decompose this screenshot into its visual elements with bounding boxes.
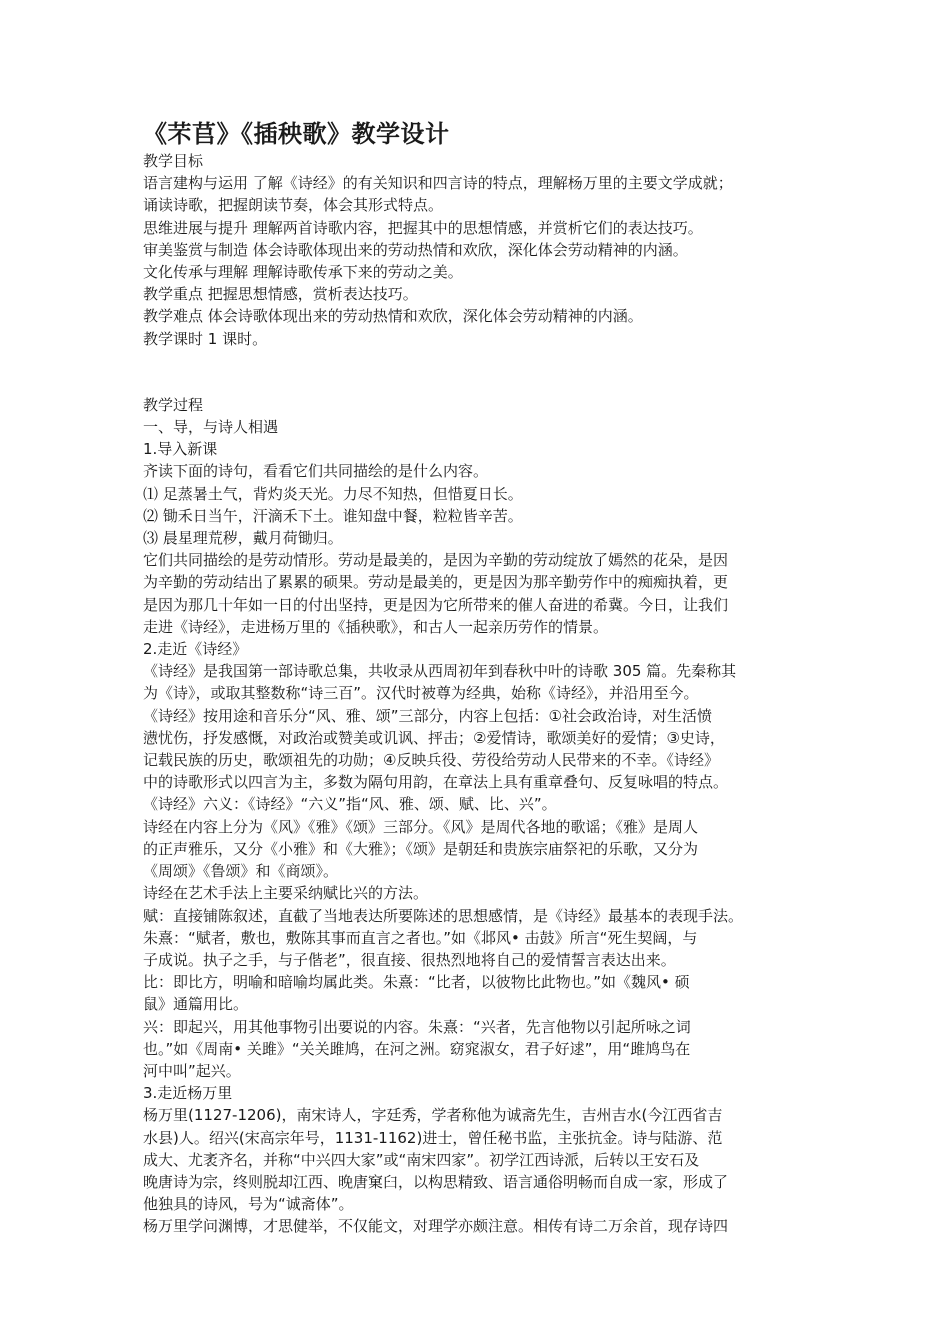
- objectives-section: [143, 150, 811, 350]
- text-line: 为辛勤的劳动结出了累累的硕果。劳动是最美的，更是因为那辛勤劳作中的痴痴执着，更: [143, 573, 729, 592]
- text-line: 懑忧伤，抒发感慨，对政治或赞美或讥讽、抨击；②爱情诗，歌颂美好的爱情；③史诗，: [143, 728, 725, 747]
- text-line: 审美鉴赏与制造 体会诗歌体现出来的劳动热情和欢欣，深化体会劳动精神的内涵。: [143, 240, 688, 259]
- section-spacer: [143, 350, 811, 394]
- text-line: 赋：直接铺陈叙述，直截了当地表达所要陈述的思想感情，是《诗经》最基本的表现手法。: [143, 906, 744, 925]
- text-line: 也。”如《周南• 关雎》“关关雎鸠，在河之洲。窈窕淑女，君子好逑”，用“雎鸠鸟在: [143, 1039, 691, 1058]
- document-title: 《芣苢》《插秧歌》教学设计: [143, 120, 450, 148]
- text-line: 杨万里(1127-1206)，南宋诗人，字廷秀，学者称他为诚斋先生，吉州吉水(今江西省吉: [143, 1106, 723, 1125]
- text-line: 的正声雅乐，又分《小雅》和《大雅》；《颂》是朝廷和贵族宗庙祭祀的乐歌，又分为: [143, 839, 699, 858]
- text-line: 它们共同描绘的是劳动情形。劳动是最美的，是因为辛勤的劳动绽放了嫣然的花朵，是因: [143, 551, 729, 570]
- text-line: 3.走近杨万里: [143, 1084, 233, 1103]
- text-line: 思维进展与提升 理解两首诗歌内容，把握其中的思想情感，并赏析它们的表达技巧。: [143, 218, 703, 237]
- text-line: 1.导入新课: [143, 440, 218, 459]
- text-line: 一、导，与诗人相遇: [143, 418, 279, 437]
- text-line: 《诗经》按用途和音乐分“风、雅、颂”三部分，内容上包括：①社会政治诗，对生活愤: [143, 706, 712, 725]
- text-line: 教学难点 体会诗歌体现出来的劳动热情和欢欣，深化体会劳动精神的内涵。: [143, 307, 643, 326]
- text-line: 他独具的诗风，号为“诚斋体”。: [143, 1195, 354, 1214]
- text-line: 诵读诗歌，把握朗读节奏，体会其形式特点。: [143, 196, 444, 215]
- text-line: 兴：即起兴，用其他事物引出要说的内容。朱熹：“兴者，先言他物以引起所咏之词: [143, 1017, 691, 1036]
- text-line: 成大、尤袤齐名，并称“中兴四大家”或“南宋四家”。初学江西诗派，后转以王安石及: [143, 1150, 700, 1169]
- text-line: 走进《诗经》，走进杨万里的《插秧歌》，和古人一起亲历劳作的情景。: [143, 617, 609, 636]
- text-line: ⑶ 晨星理荒秽，戴月荷锄归。: [143, 529, 343, 548]
- text-line: 文化传承与理解 理解诗歌传承下来的劳动之美。: [143, 263, 463, 282]
- text-line: 晚唐诗为宗，终则脱却江西、晚唐窠臼，以构思精致、语言通俗明畅而自成一家，形成了: [143, 1172, 729, 1191]
- text-line: 朱熹：“赋者，敷也，敷陈其事而直言之者也。”如《邶风• 击鼓》所言“死生契阔，与: [143, 928, 698, 947]
- text-line: 诗经在艺术手法上主要采纳赋比兴的方法。: [143, 884, 429, 903]
- text-line: 教学重点 把握思想情感，赏析表达技巧。: [143, 285, 418, 304]
- text-line: 中的诗歌形式以四言为主，多数为隔句用韵，在章法上具有重章叠句、反复咏唱的特点。: [143, 773, 729, 792]
- text-line: ⑴ 足蒸暑土气，背灼炎天光。力尽不知热，但惜夏日长。: [143, 484, 523, 503]
- text-line: ⑵ 锄禾日当午，汗滴禾下土。谁知盘中餐，粒粒皆辛苦。: [143, 506, 523, 525]
- document-page: [143, 118, 811, 1238]
- text-line: 比：即比方，明喻和暗喻均属此类。朱熹：“比者，以彼物比此物也。”如《魏风• 硕: [143, 973, 690, 992]
- text-line: 河中叫”起兴。: [143, 1061, 241, 1080]
- text-line: 《诗经》是我国第一部诗歌总集，共收录从西周初年到春秋中叶的诗歌 305 篇。先秦称其: [143, 662, 737, 681]
- text-line: 子成说。执子之手，与子偕老”，很直接、很热烈地将自己的爱情誓言表达出来。: [143, 950, 676, 969]
- text-line: 2.走近《诗经》: [143, 640, 248, 659]
- text-line: 《诗经》六义：《诗经》“六义”指“风、雅、颂、赋、比、兴”。: [143, 795, 557, 814]
- text-line: 杨万里学问渊博，才思健举，不仅能文，对理学亦颇注意。相传有诗二万余首，现存诗四: [143, 1217, 729, 1236]
- text-line: 教学目标: [143, 152, 204, 170]
- text-line: 《周颂》《鲁颂》和《商颂》。: [143, 862, 339, 881]
- text-line: 齐读下面的诗句，看看它们共同描绘的是什么内容。: [143, 462, 489, 481]
- text-line: 诗经在内容上分为《风》《雅》《颂》三部分。《风》是周代各地的歌谣；《雅》是周人: [143, 817, 699, 836]
- text-line: 教学过程: [143, 395, 204, 414]
- text-line: 鼠》通篇用比。: [143, 995, 249, 1014]
- text-line: 语言建构与运用 了解《诗经》的有关知识和四言诗的特点，理解杨万里的主要文学成就；: [143, 174, 733, 193]
- text-line: 是因为那几十年如一日的付出坚持，更是因为它所带来的催人奋进的希冀。今日，让我们: [143, 595, 729, 614]
- process-section: [143, 394, 811, 1238]
- text-line: 为《诗》，或取其整数称“诗三百”。汉代时被尊为经典，始称《诗经》，并沿用至今。: [143, 684, 699, 703]
- text-line: 水县)人。绍兴(宋高宗年号，1131-1162)进士，曾任秘书监，主张抗金。诗与陆游、范: [143, 1128, 723, 1147]
- text-line: 记载民族的历史，歌颂祖先的功勋；④反映兵役、劳役给劳动人民带来的不幸。《诗经》: [143, 751, 719, 770]
- text-line: 教学课时 1 课时。: [143, 329, 268, 348]
